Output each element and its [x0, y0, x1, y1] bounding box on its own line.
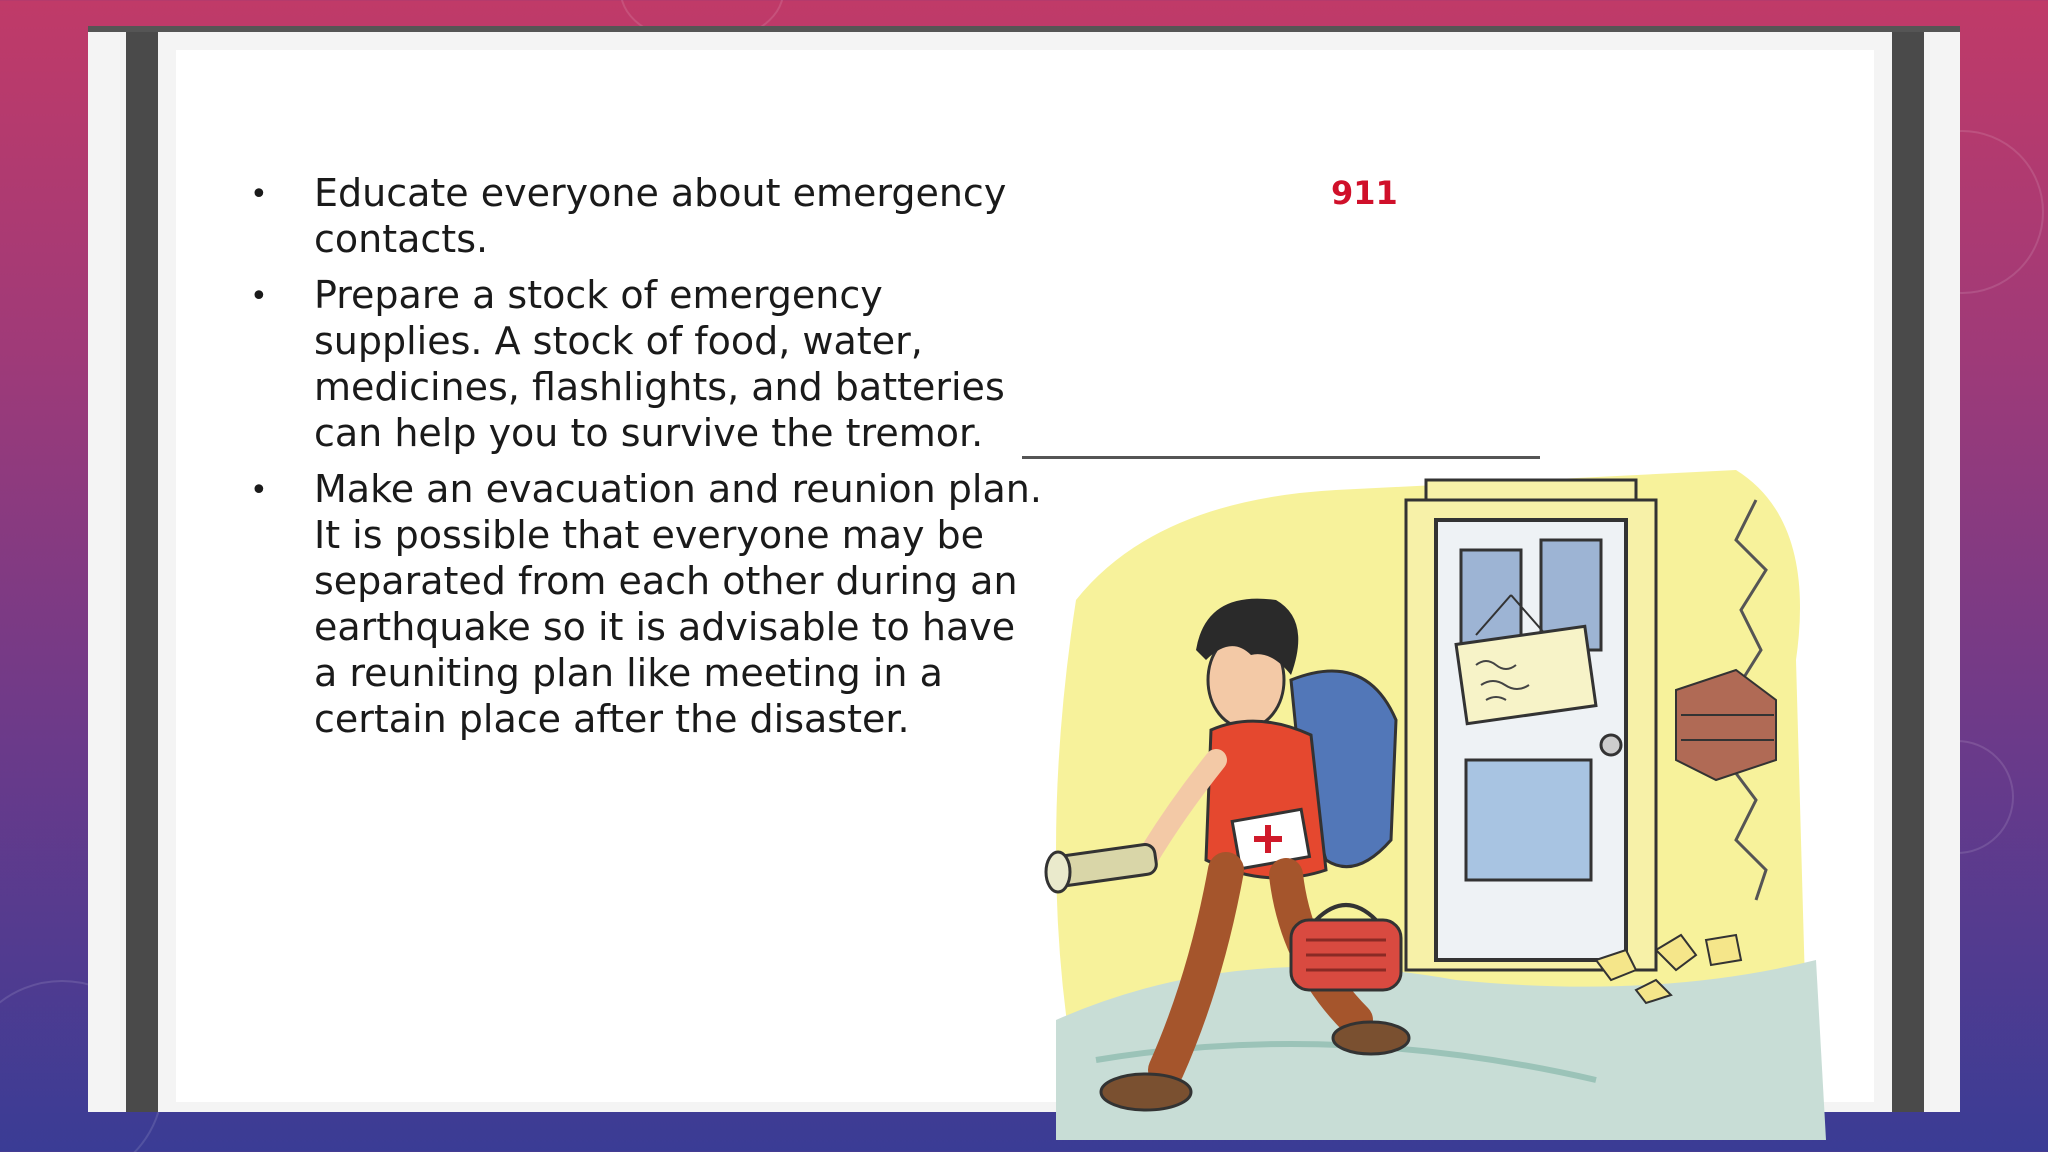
bullet-text: Prepare a stock of emergency supplies. A stock of food, water, medicines, flashlights, and batteries can help you to survive the tremor. [314, 273, 1005, 455]
emergency-number: 911 [1331, 174, 1398, 212]
evacuation-illustration-icon [1036, 460, 1826, 1140]
bullet-dot: • [250, 177, 268, 212]
bullet-text: Make an evacuation and reunion plan. It is possible that everyone may be separated from each other during an earthquake so it is advisable to have a reuniting plan like meeting in a certain place after the disaster. [314, 467, 1042, 741]
bullet-text: Educate everyone about emergency contacts. [314, 171, 1007, 261]
slide-content [176, 50, 1874, 1102]
frame-bar-right [1892, 32, 1924, 1112]
divider-line [1022, 456, 1540, 459]
bullet-item [246, 272, 1046, 456]
bullet-list [246, 170, 1046, 752]
slide-frame [88, 26, 1960, 1112]
frame-bar-left [126, 32, 158, 1112]
bullet-item [246, 466, 1046, 742]
bullet-dot: • [250, 279, 268, 314]
bullet-item [246, 170, 1046, 262]
bullet-dot: • [250, 473, 268, 508]
